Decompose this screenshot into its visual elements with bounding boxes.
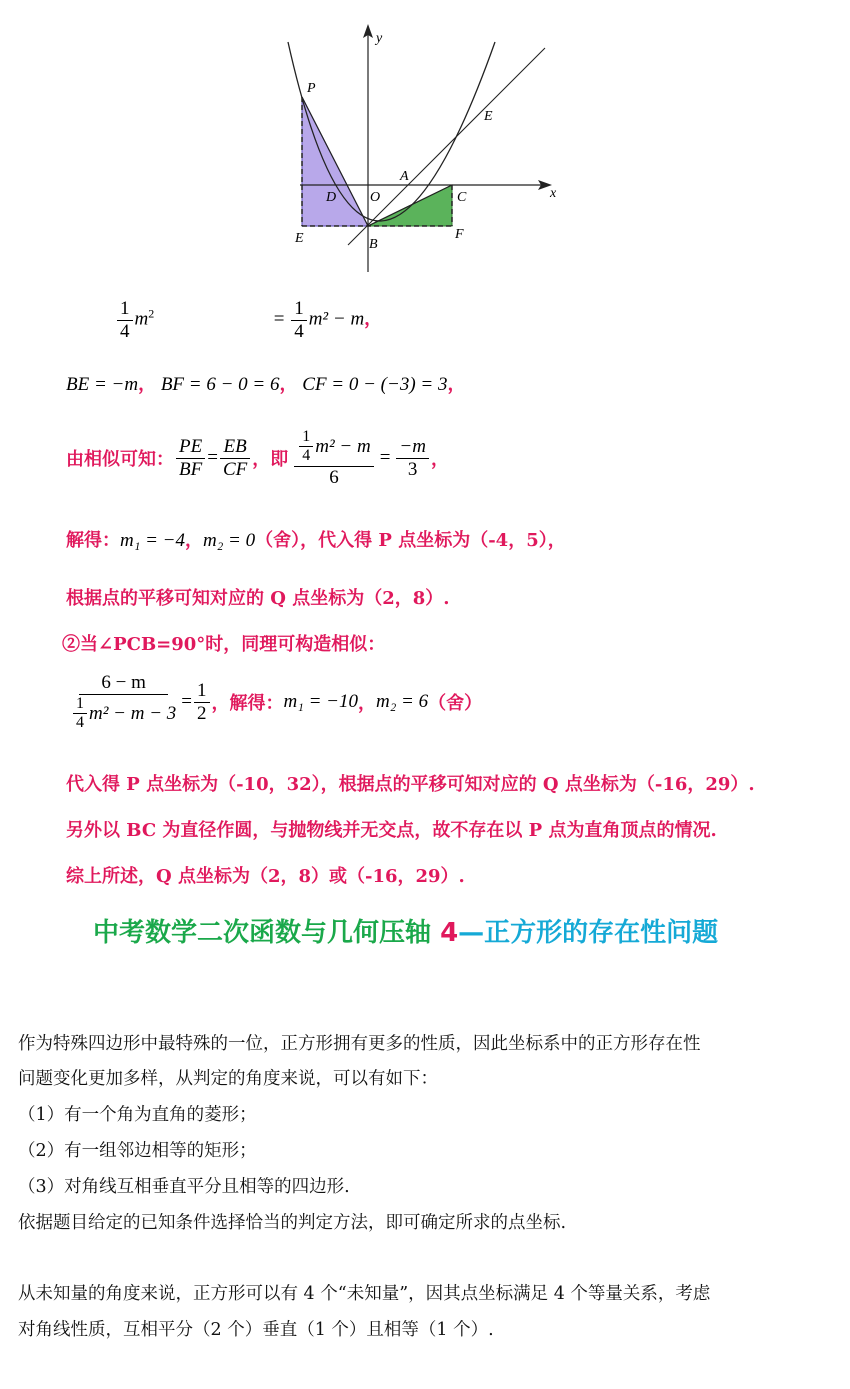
case-2-heading: ②当∠PCB=90°时，同理可构造相似：: [62, 634, 386, 655]
para-line-2: 问题变化更加多样，从判定的角度来说，可以有如下：: [18, 1069, 438, 1089]
para-line-5: （3）对角线互相垂直平分且相等的四边形.: [18, 1177, 350, 1197]
equation-line-1: $\frac{1}{4}$ $m^2$ = $\frac{1}{4}$ m² − m，: [115, 298, 382, 343]
result-line-1: 代入得 P 点坐标为（-10，32），根据点的平移可知对应的 Q 点坐标为（-16，29）.: [66, 774, 755, 795]
result-line-2: 另外以 BC 为直径作圆，与抛物线并无交点，故不存在以 P 点为直角顶点的情况.: [66, 820, 717, 841]
svg-text:P: P: [307, 81, 316, 96]
svg-text:y: y: [376, 31, 383, 46]
svg-text:D: D: [326, 190, 337, 205]
solve-line-1: 解得：m₁ = −4，m₂ = 0（舍），代入得 P 点坐标为（-4，5），: [66, 530, 566, 551]
conclusion-line: 综上所述，Q 点坐标为（2，8）或（-16，29）.: [66, 866, 465, 887]
para-line-1: 作为特殊四边形中最特殊的一位，正方形拥有更多的性质，因此坐标系中的正方形存在性: [18, 1034, 701, 1054]
similarity-line: 由相似可知： $\frac{PE}{BF}$ = $\frac{EB}{CF}$ ，即 $\frac{1}{4}$ m² − m 6 = $\frac{-m}{3}$ ，: [66, 428, 449, 488]
svg-text:A: A: [400, 169, 409, 184]
svg-text:B: B: [369, 237, 378, 252]
svg-text:E: E: [484, 109, 493, 124]
para-line-7: 从未知量的角度来说，正方形可以有 4 个“未知量”，因其点坐标满足 4 个等量关系，考虑: [18, 1284, 711, 1304]
svg-text:F: F: [455, 227, 464, 242]
svg-text:E: E: [295, 231, 304, 246]
translation-line-1: 根据点的平移可知对应的 Q 点坐标为（2，8）.: [66, 588, 450, 609]
para-line-8: 对角线性质，互相平分（2 个）垂直（1 个）且相等（1 个）.: [18, 1320, 494, 1340]
para-line-6: 依据题目给定的已知条件选择恰当的判定方法，即可确定所求的点坐标.: [18, 1213, 567, 1233]
geometry-figure: [270, 20, 570, 280]
equation-line-7: 6 − m $\frac{1}{4}$ m² − m − 3 = $\frac{1}{2}$ ，解得： m₁ = −10 ， m₂ = 6 （舍）: [66, 672, 482, 733]
para-line-4: （2）有一组邻边相等的矩形；: [18, 1141, 257, 1161]
svg-text:x: x: [550, 186, 557, 201]
para-line-3: （1）有一个角为直角的菱形；: [18, 1105, 257, 1125]
svg-text:C: C: [457, 190, 467, 205]
section-heading: 中考数学二次函数与几何压轴 4—正方形的存在性问题: [93, 918, 719, 948]
svg-text:O: O: [370, 190, 381, 205]
equation-line-2: BE = −m， BF = 6 − 0 = 6， CF = 0 − (−3) = 3，: [66, 374, 466, 395]
